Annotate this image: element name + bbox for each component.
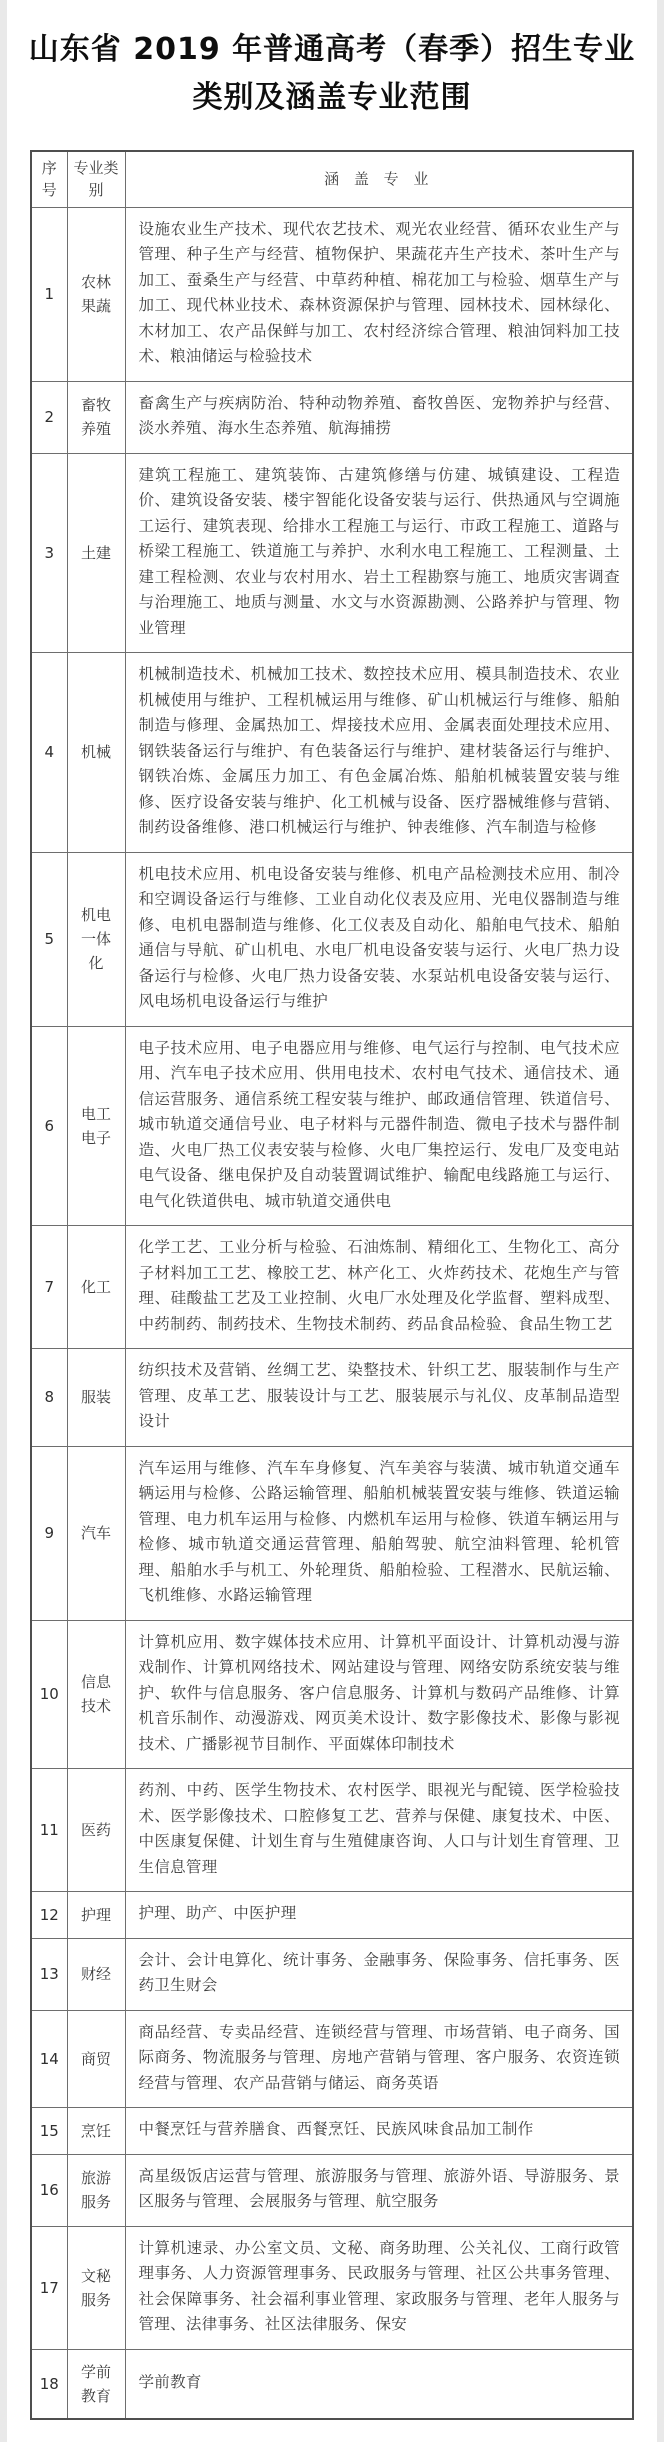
table-row bbox=[31, 2154, 633, 2226]
row-majors: 设施农业生产技术、现代农艺技术、观光农业经营、循环农业生产与管理、种子生产与经营、植物保护、果蔬花卉生产技术、茶叶生产与加工、蚕桑生产与经营、中草药种植、棉花加工与检验、烟草生产与加工、现代林业技术、森林资源保护与管理、园林技术、园林绿化、木材加工、农产品保鲜与加工、农村经济综合管理、粮油饲料加工技术、粮油储运与检验技术 bbox=[125, 207, 633, 381]
row-category: 文秘服务 bbox=[67, 2226, 125, 2349]
row-majors: 畜禽生产与疾病防治、特种动物养殖、畜牧兽医、宠物养护与经营、淡水养殖、海水生态养殖、航海捕捞 bbox=[125, 381, 633, 453]
row-serial-number: 11 bbox=[31, 1769, 67, 1892]
row-serial-number: 6 bbox=[31, 1026, 67, 1226]
row-majors: 汽车运用与维修、汽车车身修复、汽车美容与装潢、城市轨道交通车辆运用与检修、公路运输管理、船舶机械装置安装与维修、铁道运输管理、电力机车运用与检修、内燃机车运用与检修、铁道车辆运用与检修、城市轨道交通运营管理、船舶驾驶、航空油料管理、轮机管理、船舶水手与机工、外轮理货、船舶检验、工程潜水、民航运输、飞机维修、水路运输管理 bbox=[125, 1446, 633, 1620]
row-majors: 学前教育 bbox=[125, 2349, 633, 2419]
row-category: 农林果蔬 bbox=[67, 207, 125, 381]
table-row bbox=[31, 1026, 633, 1226]
row-majors: 高星级饭店运营与管理、旅游服务与管理、旅游外语、导游服务、景区服务与管理、会展服务与管理、航空服务 bbox=[125, 2154, 633, 2226]
majors-table bbox=[30, 150, 634, 2420]
table-row bbox=[31, 207, 633, 381]
table-row bbox=[31, 852, 633, 1026]
majors-table-body bbox=[31, 207, 633, 2419]
table-row bbox=[31, 381, 633, 453]
row-serial-number: 10 bbox=[31, 1620, 67, 1769]
row-category: 服装 bbox=[67, 1349, 125, 1447]
table-row bbox=[31, 1226, 633, 1349]
table-row bbox=[31, 1446, 633, 1620]
row-serial-number: 16 bbox=[31, 2154, 67, 2226]
row-category: 信息技术 bbox=[67, 1620, 125, 1769]
table-row bbox=[31, 1892, 633, 1939]
row-category: 机械 bbox=[67, 653, 125, 853]
row-majors: 机械制造技术、机械加工技术、数控技术应用、模具制造技术、农业机械使用与维护、工程机械运用与维修、矿山机械运行与维修、船舶制造与修理、金属热加工、焊接技术应用、金属表面处理技术应用、钢铁装备运行与维护、有色装备运行与维护、建材装备运行与维护、钢铁冶炼、金属压力加工、有色金属冶炼、船舶机械装置安装与维修、医疗设备安装与维护、化工机械与设备、医疗器械维修与营销、制药设备维修、港口机械运行与维护、钟表维修、汽车制造与检修 bbox=[125, 653, 633, 853]
row-category: 畜牧养殖 bbox=[67, 381, 125, 453]
row-category: 电工电子 bbox=[67, 1026, 125, 1226]
row-majors: 药剂、中药、医学生物技术、农村医学、眼视光与配镜、医学检验技术、医学影像技术、口腔修复工艺、营养与保健、康复技术、中医、中医康复保健、计划生育与生殖健康咨询、人口与计划生育管理、卫生信息管理 bbox=[125, 1769, 633, 1892]
row-category: 护理 bbox=[67, 1892, 125, 1939]
row-serial-number: 2 bbox=[31, 381, 67, 453]
row-majors: 护理、助产、中医护理 bbox=[125, 1892, 633, 1939]
row-serial-number: 4 bbox=[31, 653, 67, 853]
table-row bbox=[31, 1769, 633, 1892]
row-category: 汽车 bbox=[67, 1446, 125, 1620]
row-majors: 计算机应用、数字媒体技术应用、计算机平面设计、计算机动漫与游戏制作、计算机网络技术、网站建设与管理、网络安防系统安装与维护、软件与信息服务、客户信息服务、计算机与数码产品维修、计算机音乐制作、动漫游戏、网页美术设计、数字影像技术、影像与影视技术、广播影视节目制作、平面媒体印制技术 bbox=[125, 1620, 633, 1769]
table-row bbox=[31, 1620, 633, 1769]
row-serial-number: 9 bbox=[31, 1446, 67, 1620]
row-majors: 机电技术应用、机电设备安装与维修、机电产品检测技术应用、制冷和空调设备运行与维修、工业自动化仪表及应用、光电仪器制造与维修、电机电器制造与维修、化工仪表及自动化、船舶电气技术、船舶通信与导航、矿山机电、水电厂机电设备安装与运行、火电厂热力设备运行与检修、火电厂热力设备安装、水泵站机电设备安装与运行、风电场机电设备运行与维护 bbox=[125, 852, 633, 1026]
page-title bbox=[25, 26, 639, 122]
row-category: 学前教育 bbox=[67, 2349, 125, 2419]
header-category: 专业类别 bbox=[67, 151, 125, 207]
row-serial-number: 13 bbox=[31, 1938, 67, 2010]
row-serial-number: 15 bbox=[31, 2108, 67, 2155]
row-serial-number: 12 bbox=[31, 1892, 67, 1939]
row-category: 财经 bbox=[67, 1938, 125, 2010]
row-category: 机电一体化 bbox=[67, 852, 125, 1026]
row-serial-number: 1 bbox=[31, 207, 67, 381]
row-majors: 电子技术应用、电子电器应用与维修、电气运行与控制、电气技术应用、汽车电子技术应用、供用电技术、农村电气技术、通信技术、通信运营服务、通信系统工程安装与维护、邮政通信管理、铁道信号、城市轨道交通信号业、电子材料与元器件制造、微电子技术与器件制造、火电厂热工仪表安装与检修、火电厂集控运行、发电厂及变电站电气设备、继电保护及自动装置调试维护、输配电线路施工与运行、电气化铁道供电、城市轨道交通供电 bbox=[125, 1026, 633, 1226]
row-majors: 商品经营、专卖品经营、连锁经营与管理、市场营销、电子商务、国际商务、物流服务与管理、房地产营销与管理、客户服务、农资连锁经营与管理、农产品营销与储运、商务英语 bbox=[125, 2010, 633, 2108]
table-row bbox=[31, 2108, 633, 2155]
row-serial-number: 17 bbox=[31, 2226, 67, 2349]
table-row bbox=[31, 653, 633, 853]
table-row bbox=[31, 1349, 633, 1447]
table-row bbox=[31, 2349, 633, 2419]
table-row bbox=[31, 2010, 633, 2108]
row-serial-number: 8 bbox=[31, 1349, 67, 1447]
row-category: 医药 bbox=[67, 1769, 125, 1892]
row-serial-number: 3 bbox=[31, 453, 67, 653]
table-row bbox=[31, 1938, 633, 2010]
table-row bbox=[31, 2226, 633, 2349]
header-serial-number: 序号 bbox=[31, 151, 67, 207]
page-title-line1: 山东省 2019 年普通高考（春季）招生专业 bbox=[28, 32, 636, 67]
row-category: 旅游服务 bbox=[67, 2154, 125, 2226]
row-majors: 建筑工程施工、建筑装饰、古建筑修缮与仿建、城镇建设、工程造价、建筑设备安装、楼宇智能化设备安装与运行、供热通风与空调施工运行、建筑表现、给排水工程施工与运行、市政工程施工、道路与桥梁工程施工、铁道施工与养护、水利水电工程施工、工程测量、土建工程检测、农业与农村用水、岩土工程勘察与施工、地质灾害调查与治理施工、地质与测量、水文与水资源勘测、公路养护与管理、物业管理 bbox=[125, 453, 633, 653]
row-category: 商贸 bbox=[67, 2010, 125, 2108]
row-serial-number: 7 bbox=[31, 1226, 67, 1349]
row-majors: 化学工艺、工业分析与检验、石油炼制、精细化工、生物化工、高分子材料加工工艺、橡胶工艺、林产化工、火炸药技术、花炮生产与管理、硅酸盐工艺及工业控制、火电厂水处理及化学监督、塑料成型、中药制药、制药技术、生物技术制药、药品食品检验、食品生物工艺 bbox=[125, 1226, 633, 1349]
row-serial-number: 14 bbox=[31, 2010, 67, 2108]
header-covered-majors: 涵 盖 专 业 bbox=[125, 151, 633, 207]
row-serial-number: 5 bbox=[31, 852, 67, 1026]
row-category: 烹饪 bbox=[67, 2108, 125, 2155]
table-row bbox=[31, 453, 633, 653]
row-serial-number: 18 bbox=[31, 2349, 67, 2419]
header-row bbox=[31, 151, 633, 207]
row-majors: 会计、会计电算化、统计事务、金融事务、保险事务、信托事务、医药卫生财会 bbox=[125, 1938, 633, 2010]
document-page bbox=[7, 0, 657, 2442]
majors-table-header bbox=[31, 151, 633, 207]
page-title-line2: 类别及涵盖专业范围 bbox=[192, 80, 472, 115]
row-majors: 计算机速录、办公室文员、文秘、商务助理、公关礼仪、工商行政管理事务、人力资源管理事务、民政服务与管理、社区公共事务管理、社会保障事务、社会福利事业管理、家政服务与管理、老年人服务与管理、法律事务、社区法律服务、保安 bbox=[125, 2226, 633, 2349]
row-category: 土建 bbox=[67, 453, 125, 653]
row-category: 化工 bbox=[67, 1226, 125, 1349]
row-majors: 纺织技术及营销、丝绸工艺、染整技术、针织工艺、服装制作与生产管理、皮革工艺、服装设计与工艺、服装展示与礼仪、皮革制品造型设计 bbox=[125, 1349, 633, 1447]
row-majors: 中餐烹饪与营养膳食、西餐烹饪、民族风味食品加工制作 bbox=[125, 2108, 633, 2155]
